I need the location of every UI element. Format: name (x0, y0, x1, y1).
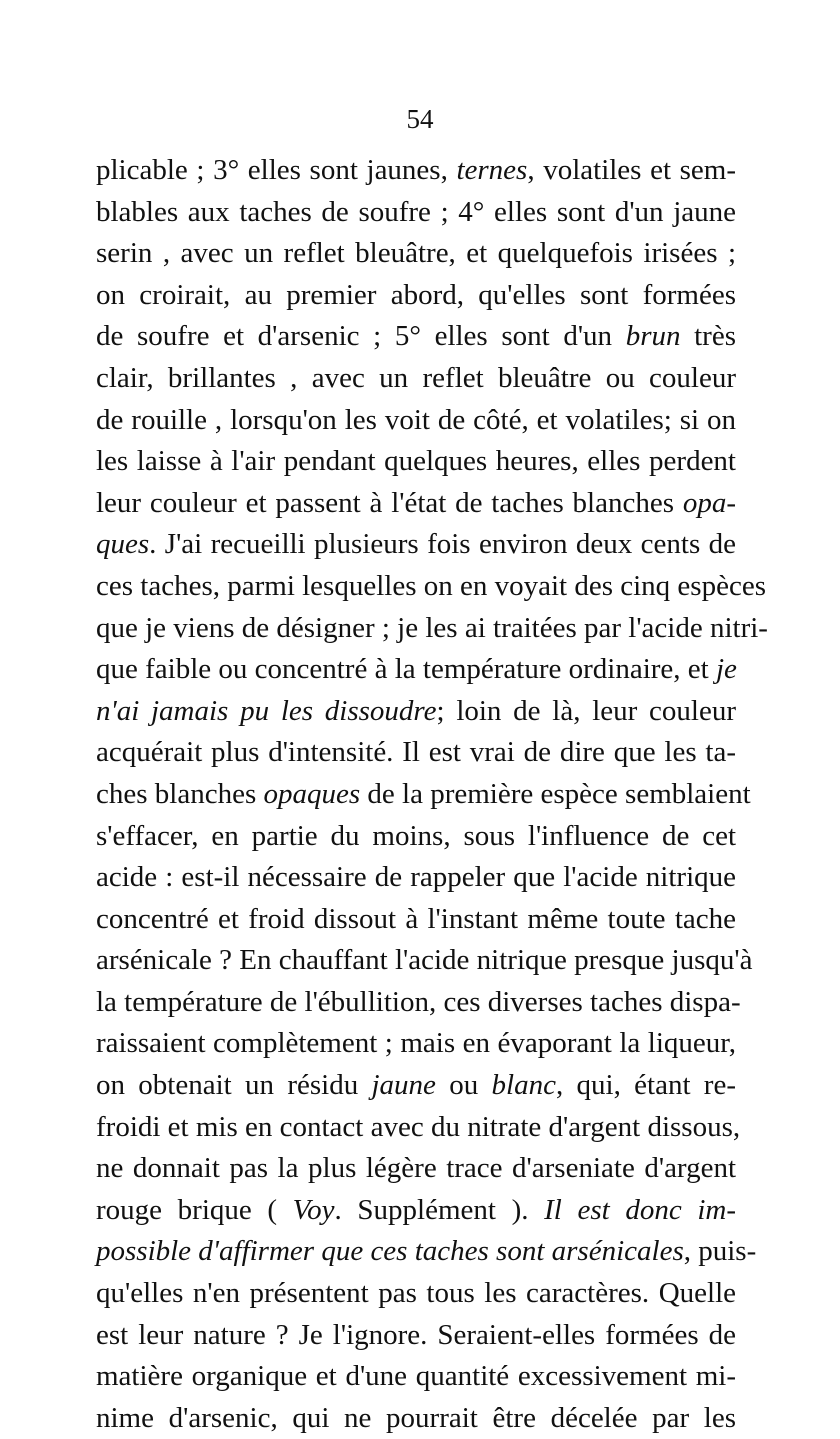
text-segment: très (680, 320, 736, 353)
italic-text: blanc (491, 1069, 556, 1102)
text-segment: raissaient complètement ; mais en évaporant la liqueur, (96, 1027, 736, 1060)
text-segment: que je viens de désigner ; je les ai traitées par l'acide nitri- (96, 611, 768, 644)
text-line (96, 524, 736, 566)
text-line (96, 1148, 736, 1190)
text-segment: ou (435, 1069, 492, 1102)
text-segment: arsénicale ? En chauffant l'acide nitrique presque jusqu'à (96, 944, 753, 977)
text-segment: qu'elles n'en présentent pas tous les caractères. Quelle (96, 1277, 736, 1310)
text-line (96, 940, 753, 982)
text-segment: s'effacer, en partie du moins, sous l'influence de cet (96, 819, 736, 852)
text-line (96, 1315, 736, 1357)
text-segment: ches blanches (96, 777, 264, 810)
text-segment: on croirait, au premier abord, qu'elles sont formées (96, 278, 736, 311)
text-segment: , puis- (683, 1235, 757, 1268)
text-line (96, 275, 736, 317)
text-line (96, 691, 736, 733)
text-line (96, 1065, 736, 1107)
text-segment: que faible ou concentré à la température ordinaire, et (96, 653, 716, 686)
text-line (96, 233, 736, 275)
text-line (96, 483, 736, 525)
text-segment: . J'ai recueilli plusieurs fois environ deux cents de (149, 528, 736, 561)
text-segment: est leur nature ? Je l'ignore. Seraient-elles formées de (96, 1318, 736, 1351)
italic-text: ternes (456, 154, 528, 186)
text-line (96, 441, 736, 483)
italic-text: opa- (682, 486, 736, 519)
text-segment: froidi et mis en contact avec du nitrate d'argent dissous, (96, 1110, 741, 1143)
text-segment: leur couleur et passent à l'état de taches blanches (96, 486, 683, 519)
text-segment: ne donnait pas la plus légère trace d'arseniate d'argent (96, 1152, 736, 1185)
italic-text: ques (96, 528, 150, 561)
text-segment: serin , avec un reflet bleuâtre, et quelquefois irisées ; (96, 237, 736, 270)
text-line (96, 566, 766, 608)
text-segment: clair, brillantes , avec un reflet bleuâtre ou couleur (96, 361, 736, 394)
text-line (96, 1107, 741, 1149)
text-line (96, 1231, 757, 1273)
text-line (96, 316, 736, 358)
text-line (96, 1398, 736, 1439)
body-text (96, 150, 768, 1439)
text-line (96, 857, 736, 899)
text-segment: ; loin de là, leur couleur (436, 694, 737, 727)
text-segment: , volatiles et sem- (527, 154, 737, 186)
text-segment: de rouille , lorsqu'on les voit de côté, et volatiles; si on (96, 403, 736, 436)
text-line (96, 608, 768, 650)
text-line (96, 1190, 736, 1232)
text-line (96, 774, 751, 816)
text-segment: , qui, étant re- (555, 1069, 736, 1102)
text-line (96, 1023, 736, 1065)
text-line (96, 816, 736, 858)
text-segment: de soufre et d'arsenic ; 5° elles sont d'un (96, 320, 626, 353)
italic-text: Il est donc im- (544, 1193, 736, 1226)
text-segment: rouge brique ( (96, 1193, 293, 1226)
italic-text: possible d'affirmer que ces taches sont arsénicales (96, 1235, 684, 1268)
italic-text: Voy (292, 1193, 335, 1226)
text-segment: on obtenait un résidu (96, 1069, 372, 1102)
text-line (96, 400, 736, 442)
italic-text: opaques (263, 777, 361, 810)
text-line (96, 358, 736, 400)
italic-text: je (715, 653, 737, 686)
italic-text: n'ai jamais pu les dissoudre (96, 694, 437, 727)
text-segment: blables aux taches de soufre ; 4° elles sont d'un jaune (96, 195, 736, 228)
text-segment: acide : est-il nécessaire de rappeler que l'acide nitrique (96, 861, 736, 894)
text-line (96, 649, 736, 691)
text-segment: acquérait plus d'intensité. Il est vrai de dire que les ta- (96, 736, 736, 769)
text-line (96, 732, 736, 774)
italic-text: jaune (371, 1069, 436, 1102)
text-line (96, 899, 736, 941)
italic-text: brun (625, 320, 681, 353)
text-line (96, 1273, 736, 1315)
text-segment: de la première espèce semblaient (360, 777, 751, 810)
text-line (96, 982, 741, 1024)
text-segment: plicable ; 3° elles sont jaunes, (96, 154, 457, 186)
text-segment: ces taches, parmi lesquelles on en voyait des cinq espèces (96, 569, 766, 602)
text-segment: nime d'arsenic, qui ne pourrait être décelée par les (96, 1401, 736, 1434)
text-line (96, 1356, 736, 1398)
page-number: 54 (406, 104, 434, 134)
text-line (96, 192, 736, 234)
text-line (96, 150, 736, 192)
text-segment: matière organique et d'une quantité excessivement mi- (96, 1360, 736, 1393)
text-segment: . Supplément ). (334, 1193, 545, 1226)
text-segment: les laisse à l'air pendant quelques heures, elles perdent (96, 445, 736, 478)
text-segment: concentré et froid dissout à l'instant même toute tache (96, 902, 736, 935)
text-segment: la température de l'ébullition, ces diverses taches dispa- (96, 985, 741, 1018)
